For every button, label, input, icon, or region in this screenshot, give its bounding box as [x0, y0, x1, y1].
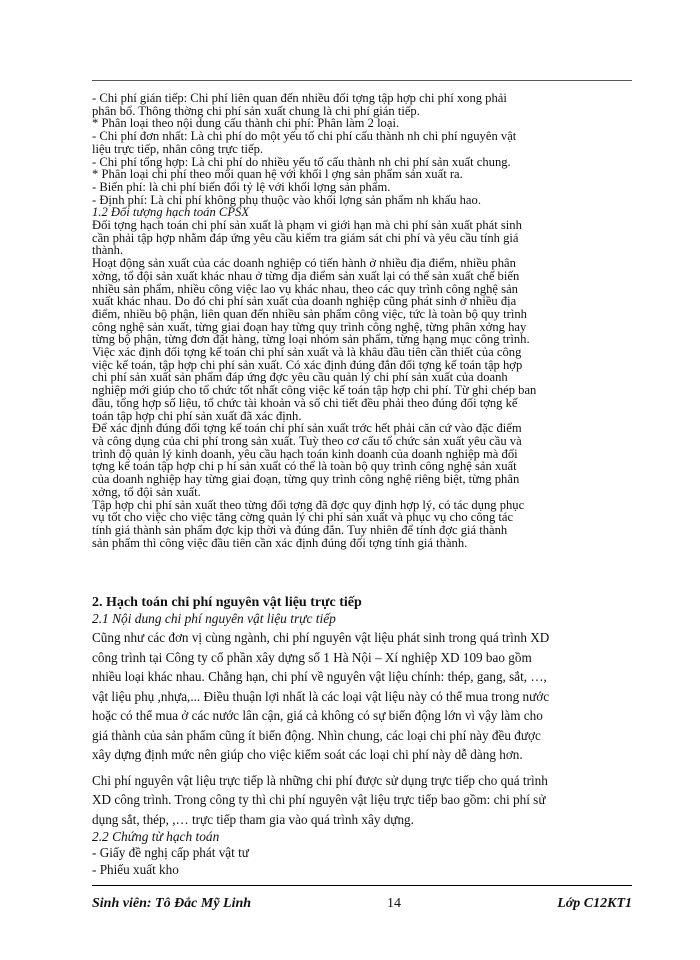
list-item: - Giấy đề nghị cấp phát vật tư — [92, 845, 249, 860]
text-line: Để xác định đúng đối tợng kế toán chi phí sản xuất trớc hết phải căn cứ vào đặc điểm — [92, 421, 522, 436]
section-2 — [92, 595, 632, 878]
text-line: vụ tốt cho việc cho việc tăng cờng quản lý chi phí sản xuất và phục vụ cho công tác — [92, 510, 514, 525]
text-line: đầu, tổng hợp số liệu, tổ chức tài khoản và sổ chi tiết đều phải theo đúng đối tợng kế — [92, 395, 518, 410]
text-line: xuất khác nhau. Do đó chi phí sản xuất của doanh nghiệp cũng phát sinh ở nhiều địa — [92, 294, 517, 309]
text-line: xởng, tổ đội sản xuất khác nhau ở từng địa điểm sản xuất lại có thể sản xuất chế biến — [92, 268, 520, 283]
text-line: XD công trình. Trong công ty thì chi phí nguyên vật liệu trực tiếp bao gồm: chi phí sử — [92, 792, 546, 807]
footer-student: Sinh viên: Tô Đắc Mỹ Linh — [92, 896, 252, 911]
text-line: * Phân loại chi phí theo mối quan hệ với khối l ợng sản phẩm sản xuất ra. — [92, 167, 463, 182]
text-line: xây dựng định mức nên giúp cho việc kiểm soát các loại chi phí này dễ dàng hơn. — [92, 747, 523, 762]
subsection-1-2-title: 1.2 Đối tượng hạch toán CPSX — [92, 205, 250, 220]
footer-class: Lớp C12KT1 — [557, 896, 632, 911]
text-line: thành. — [92, 243, 124, 258]
text-line: nhiều loại khác nhau. Chẳng hạn, chi phí về nguyên vật liệu chính: thép, gang, sắt, …, — [92, 669, 547, 684]
text-line: dụng sắt, thép, ,… trực tiếp tham gia vào quá trình xây dựng. — [92, 811, 414, 827]
text-line: - Chi phí đơn nhất: Là chi phí do một yếu tố chi phí cấu thành nh chi phí nguyên vật — [92, 129, 517, 144]
text-line: - Chi phí gián tiếp: Chi phí liên quan đến nhiều đối tợng tập hợp chi phí xong phải — [92, 91, 507, 105]
text-line: nghiệp mới giúp cho tổ chức tốt nhất công việc kế toán tập hợp chi phí. Từ ghi chép ban — [92, 383, 537, 398]
text-line: của doanh nghiệp hay từng giai đoạn, từng quy trình công nghệ riêng biệt, từng phân — [92, 472, 520, 487]
text-line: công trình tại Công ty cổ phần xây dựng số 1 Hà Nội – Xí nghiệp XD 109 bao gồm — [92, 649, 532, 665]
text-line: chi phí sản xuất sản phẩm đáp ứng đợc yêu cầu quản lý chi phí sản xuất của doanh — [92, 370, 508, 385]
text-line: xởng, tổ đội sản xuất. — [92, 484, 201, 499]
text-line: liệu trực tiếp, nhân công trực tiếp. — [92, 141, 264, 156]
footer-rule — [92, 885, 632, 886]
text-line: tợng kế toán tập hợp chi p hí sản xuất có thể là toàn bộ quy trình công nghệ sản xuất — [92, 459, 517, 474]
text-line: - Chi phí tổng hợp: Là chi phí do nhiều yếu tố cấu thành nh chi phí sản xuất chung. — [92, 154, 511, 169]
text-line: công nghệ sản xuất, từng giai đoạn hay từng quy trình công nghệ, từng phân xởng hay — [92, 319, 527, 334]
text-line: - Định phí: Là chi phí không phụ thuộc vào khối lợng sản phẩm nh khấu hao. — [92, 192, 481, 207]
text-line: cần phải tập hợp nhằm đáp ứng yêu cầu kiểm tra giám sát chi phí và yêu cầu tính giá — [92, 230, 519, 245]
text-line: Chi phí nguyên vật liệu trực tiếp là những chi phí được sử dụng trực tiếp cho quá trình — [92, 772, 548, 788]
text-line: giá thành của sản phẩm cũng ít biến động. Nhìn chung, các loại chi phí này đều được — [92, 727, 541, 743]
text-line: hoặc có thể mua ở các nước lân cận, giá cả không có sự biến động lớn vì vậy làm cho — [92, 708, 543, 723]
text-line: sản phẩm thì công việc đầu tiên cần xác định đúng đối tợng tính giá thành. — [92, 535, 468, 550]
text-line: Đối tợng hạch toán chi phí sản xuất là phạm vi giới hạn mà chi phí sản xuất phát sinh — [92, 218, 522, 233]
text-line: Tập hợp chi phí sản xuất theo từng đối tợng đã đợc quy định hợp lý, có tác dụng phục — [92, 497, 525, 512]
text-line: vật liệu phụ ,nhựa,... Điều thuận lợi nhất là các loại vật liệu này có thể mua trong nước — [92, 688, 550, 704]
page-footer — [92, 896, 632, 914]
text-line: và công dụng của chi phí trong sản xuất. Tuỳ theo cơ cấu tổ chức sản xuất yêu cầu và — [92, 433, 522, 448]
text-line: - Biến phí: là chi phí biến đổi tỷ lệ với khối lợng sản phẩm. — [92, 179, 391, 194]
subsection-2-2-title: 2.2 Chứng từ hạch toán — [92, 829, 220, 844]
text-line: Hoạt động sản xuất của các doanh nghiệp có tiến hành ở nhiều địa điểm, nhiều phân — [92, 256, 516, 271]
text-line: việc kế toán, tập hợp chi phí sản xuất. Có xác định đúng đắn đối tợng kế toán tập hợp — [92, 357, 523, 372]
header-rule — [92, 80, 632, 81]
page-number: 14 — [387, 896, 401, 911]
text-line: toán tập hợp chi phí sản xuất đã xác định. — [92, 408, 302, 423]
text-line: tính giá thành sản phẩm đợc kịp thời và đúng đắn. Tuy nhiên để tính đợc giá thành — [92, 522, 508, 537]
subsection-2-1-title: 2.1 Nội dung chi phí nguyên vật liệu trực tiếp — [92, 611, 336, 626]
section-2-heading: 2. Hạch toán chi phí nguyên vật liệu trực tiếp — [92, 595, 362, 610]
paragraph-2-1b — [92, 771, 632, 830]
text-line: Cũng như các đơn vị cùng ngành, chi phí nguyên vật liệu phát sinh trong quá trình XD — [92, 630, 550, 645]
text-line: điểm, nhiều bộ phận, liên quan đến nhiều sản phẩm công việc, tức là toàn bộ quy trình — [92, 306, 527, 321]
text-line: Việc xác định đối tợng kế toán chi phí sản xuất và là khâu đầu tiên cần thiết của công — [92, 345, 522, 360]
dense-text-block — [92, 92, 632, 549]
text-line: từng bộ phận, từng đơn đặt hàng, từng loại nhóm sản phẩm, từng hạng mục công trình. — [92, 332, 530, 347]
list-item: - Phiếu xuất kho — [92, 862, 179, 877]
text-line: nhiều sản phẩm, nhiều công việc lao vụ khác nhau, theo các quy trình công nghệ sản — [92, 281, 518, 296]
text-line: * Phân loại theo nội dung cấu thành chi phí: Phân làm 2 loại. — [92, 116, 400, 131]
text-line: phân bổ. Thông thờng chi phí sản xuất chung là chi phí gián tiếp. — [92, 103, 420, 118]
paragraph-2-1 — [92, 628, 632, 765]
text-line: trình độ quản lý kinh doanh, yêu cầu hạch toán kinh doanh của doanh nghiệp mà đối — [92, 446, 518, 461]
